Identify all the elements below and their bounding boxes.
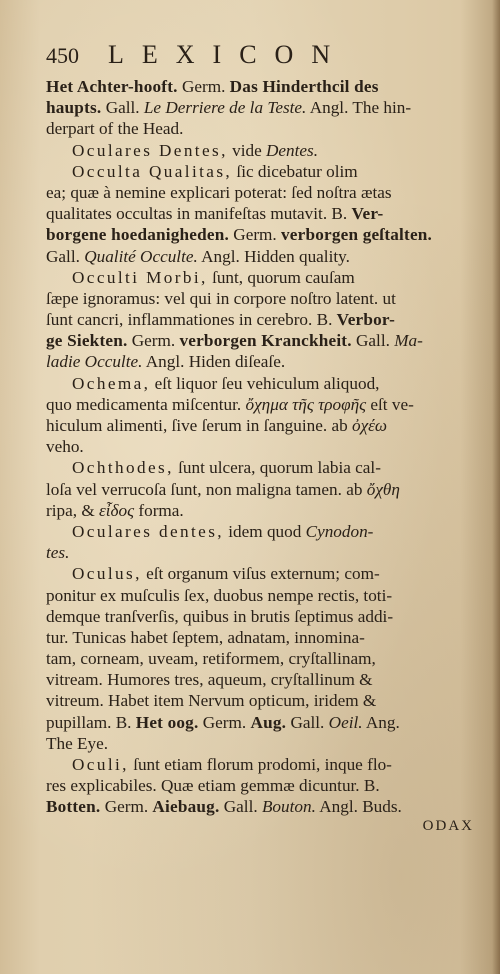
headword: Ochthodes, bbox=[72, 458, 174, 478]
text-line bbox=[46, 521, 478, 542]
text-line bbox=[46, 203, 478, 224]
text-line bbox=[46, 775, 478, 796]
body-text: ea; quæ à nemine explicari poterat: ſed noſtra ætas bbox=[46, 182, 392, 202]
text-line bbox=[46, 500, 478, 521]
text-line bbox=[46, 712, 478, 733]
italic-text: Oeil. bbox=[328, 712, 363, 732]
greek-text: ὄχημα τῆς τροφῆς bbox=[245, 394, 367, 414]
body-text: ſunt ulcera, quorum labia cal- bbox=[173, 458, 381, 478]
italic-text: Cynodon- bbox=[305, 521, 374, 541]
text-line bbox=[46, 754, 478, 775]
body-text: ſunt etiam florum prodomi, inque flo- bbox=[128, 755, 392, 774]
text-line bbox=[46, 182, 478, 203]
text-line bbox=[46, 309, 478, 330]
page-edge-shadow bbox=[492, 0, 500, 974]
body-text: ſæpe ignoramus: vel qui in corpore noſtro latent. ut bbox=[46, 288, 396, 308]
body-text: Gall. bbox=[351, 331, 395, 351]
text-line bbox=[46, 224, 478, 245]
text-line bbox=[46, 542, 478, 563]
body-text: ſunt, quorum cauſam bbox=[207, 267, 355, 287]
body-text: Gall. bbox=[101, 98, 144, 118]
body-text: Gall. bbox=[219, 797, 262, 817]
greek-text: εἶδος bbox=[98, 500, 135, 520]
body-text: qualitates occultas in manifeſtas mutavit. B. bbox=[46, 204, 352, 224]
headword: Ochema, bbox=[72, 373, 151, 393]
body-text: Angl. The hin- bbox=[306, 98, 412, 118]
body-text: ſunt cancri, inflammationes in cerebro. B. bbox=[46, 310, 337, 330]
body-text: quo medicamenta miſcentur. bbox=[46, 394, 246, 414]
text-line bbox=[46, 648, 478, 669]
italic-text: ladie Occulte. bbox=[46, 352, 143, 372]
text-line bbox=[46, 330, 478, 351]
text-line bbox=[46, 585, 478, 606]
text-line bbox=[46, 394, 478, 415]
text-body bbox=[46, 76, 478, 818]
text-line bbox=[46, 436, 478, 457]
blackletter-text: verborgen geſtalten. bbox=[281, 225, 433, 245]
body-text: vitream. Humores tres, aqueum, cryſtallinum & bbox=[46, 670, 373, 690]
italic-text: Le Derriere de la Teste. bbox=[143, 98, 307, 118]
blackletter-text: Aug. bbox=[250, 712, 287, 732]
text-line bbox=[46, 457, 478, 478]
text-line bbox=[46, 76, 478, 97]
italic-text: tes. bbox=[46, 543, 70, 563]
body-text: vide bbox=[227, 140, 266, 160]
body-text: forma. bbox=[134, 500, 184, 520]
body-text: Germ. bbox=[100, 797, 153, 817]
body-text: ripa, & bbox=[46, 500, 99, 520]
body-text: eſt ve- bbox=[366, 394, 414, 414]
italic-text: Bouton. bbox=[261, 797, 316, 817]
text-line bbox=[46, 288, 478, 309]
text-line bbox=[46, 351, 478, 372]
body-text: The Eye. bbox=[46, 733, 109, 753]
text-line bbox=[46, 373, 478, 394]
text-line bbox=[46, 627, 478, 648]
body-text: eſt organum viſus externum; com- bbox=[141, 564, 380, 584]
headword: Occulta Qualitas, bbox=[72, 161, 233, 181]
text-line bbox=[46, 267, 478, 288]
blackletter-text: Verbor- bbox=[336, 310, 396, 330]
body-text: hiculum alimenti, ſive ſerum in ſanguine. ab bbox=[46, 416, 352, 435]
blackletter-text: Aiebaug. bbox=[152, 797, 220, 817]
body-text: Germ. bbox=[198, 712, 251, 732]
body-text: Gall. bbox=[46, 246, 85, 266]
page-number: 450 bbox=[46, 43, 79, 68]
blackletter-text: Het Achter-hooft. bbox=[46, 77, 178, 96]
body-text: res explicabiles. Quæ etiam gemmæ dicuntur. B. bbox=[46, 776, 380, 796]
body-text: derpart of the Head. bbox=[46, 119, 184, 139]
text-line bbox=[46, 161, 478, 182]
headword: Oculus, bbox=[72, 564, 142, 584]
text-line bbox=[46, 479, 478, 500]
headword: Oculares dentes, bbox=[72, 521, 224, 541]
italic-text: Dentes. bbox=[266, 140, 319, 160]
body-text: eſt liquor ſeu vehiculum aliquod, bbox=[150, 373, 380, 393]
text-line bbox=[46, 796, 478, 817]
body-text: vitreum. Habet item Nervum opticum, iridem & bbox=[46, 691, 377, 711]
blackletter-text: haupts. bbox=[46, 98, 102, 118]
text-line bbox=[46, 690, 478, 711]
text-line bbox=[46, 140, 478, 161]
blackletter-text: ge Siekten. bbox=[46, 331, 128, 351]
body-text: Angl. Buds. bbox=[315, 797, 402, 817]
blackletter-text: Das Hinderthcil des bbox=[229, 77, 379, 96]
catchword: ODAX bbox=[422, 817, 474, 834]
body-text: Gall. bbox=[286, 712, 329, 732]
body-text: Angl. Hidden quality. bbox=[197, 246, 350, 266]
page-header bbox=[46, 40, 478, 76]
page-content bbox=[46, 40, 478, 835]
text-line bbox=[46, 563, 478, 584]
body-text: Germ. bbox=[228, 225, 282, 245]
text-line bbox=[46, 246, 478, 267]
italic-text: Qualité Occulte. bbox=[84, 246, 198, 266]
text-line bbox=[46, 118, 478, 139]
text-line bbox=[46, 415, 478, 436]
body-text: ponitur ex muſculis ſex, duobus nempe rectis, toti- bbox=[46, 585, 393, 605]
headword: Oculares Dentes, bbox=[72, 140, 228, 160]
body-text: tam, corneam, uveam, retiformem, cryſtallinam, bbox=[46, 649, 376, 669]
blackletter-text: Botten. bbox=[46, 797, 101, 817]
body-text: veho. bbox=[46, 437, 84, 457]
headword: Oculi, bbox=[72, 755, 129, 774]
body-text: Germ. bbox=[177, 77, 230, 96]
running-title: LEXICON bbox=[108, 40, 349, 69]
greek-text: ὀχέω bbox=[351, 416, 388, 435]
italic-text: Ma- bbox=[394, 331, 423, 351]
text-line bbox=[46, 97, 478, 118]
body-text: pupillam. B. bbox=[46, 712, 136, 732]
blackletter-text: Ver- bbox=[351, 204, 384, 224]
body-text: loſa vel verrucoſa ſunt, non maligna tamen. ab bbox=[46, 479, 367, 499]
body-text: Germ. bbox=[127, 331, 180, 351]
body-text: demque tranſverſis, quibus in brutis ſeptimus addi- bbox=[46, 606, 394, 626]
body-text: tur. Tunicas habet ſeptem, adnatam, innomina- bbox=[46, 627, 365, 647]
text-line bbox=[46, 669, 478, 690]
body-text: idem quod bbox=[223, 521, 306, 541]
blackletter-text: verborgen Kranckheit. bbox=[179, 331, 352, 351]
body-text: ſic dicebatur olim bbox=[232, 161, 358, 181]
greek-text: ὄχθη bbox=[366, 479, 400, 499]
blackletter-text: Het oog. bbox=[135, 712, 199, 732]
blackletter-text: borgene hoedanigheden. bbox=[46, 225, 229, 245]
body-text: Angl. Hiden diſeaſe. bbox=[142, 352, 286, 372]
body-text: Ang. bbox=[362, 712, 400, 732]
text-line bbox=[46, 606, 478, 627]
text-line bbox=[46, 733, 478, 754]
headword: Occulti Morbi, bbox=[72, 267, 208, 287]
